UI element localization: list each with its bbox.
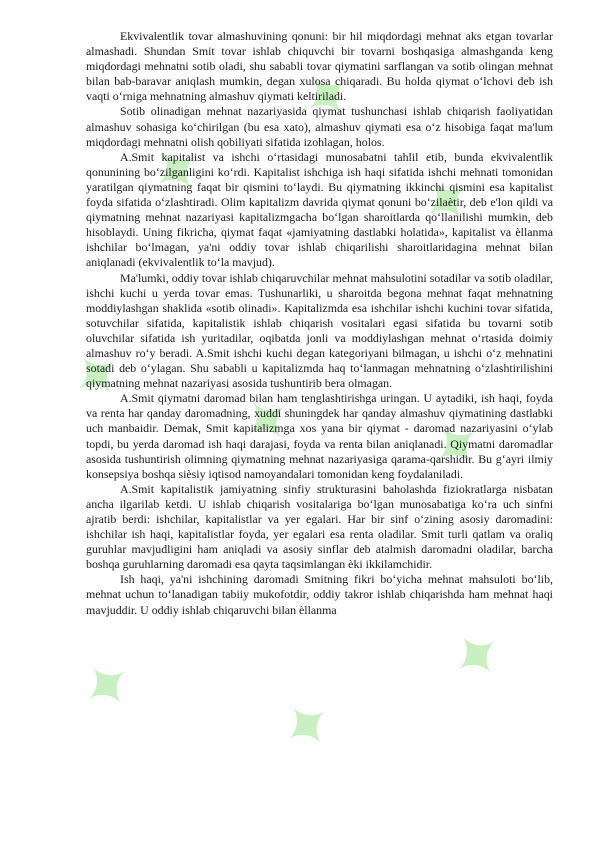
watermark-mark: ✦ (64, 641, 153, 733)
paragraph: Ekvivalentlik tovar almashuvining qonuni: bir hil miqdordagi mehnat aks etgan tovarlar almashadi. Shundan Smit tovar ishlab chiquvchi bir tovarni boshqasiga almashganda keng miqdordagi mehnatni sotib oladi, shu sababli tovar qiymatini sarflangan va sotib olingan mehnat bilan bab-baravar aniqlash mumkin, degan xulosa chiqaradi. Bu holda qiymat o‘lchovi deb ish vaqti o‘rniga mehnatning almashuv qiymati keltiriladi. (86, 29, 553, 104)
paragraph: A.Smit kapitalist va ishchi o‘rtasidagi munosabatni tahlil etib, bunda ekvivalentlik qonunining bo‘zilganligini ko‘rdi. Kapitalist ishchiga ish haqi sifatida ishchi mehnati tomonidan yaratilgan qiymatning faqat bir qismini to‘laydi. Bu qiymatning ikkinchi qismini esa kapitalist foyda sifatida o‘zlashtiradi. Olim kapitalizm davrida qiymat qonuni bo‘zilaètir, deb e'lon qildi va qiymatning mehnat nazariyasi kapitalizmgacha bo‘lgan sharoitlarda qo‘llanilishi mumkin, deb hisoblaydi. Uning fikricha, qiymat faqat «jamiyatning dastlabki holatida», kapitalist va èllanma ishchilar bo‘lmagan, ya'ni oddiy tovar ishlab chiqarilishi sharoitlaridagina mehnat bilan aniqlanadi (ekvivalentlik to‘la mavjud). (86, 149, 553, 270)
watermark-mark: ✦ (54, 331, 143, 423)
paragraph: A.Smit qiymatni daromad bilan ham tenglashtirishga uringan. U aytadiki, ish haqi, foyda va renta har qanday daromadning, xuddi shuningdek har qanday almashuv qiymatining dastlabki uch manbaidir. Demak, Smit kapitalizmga xos yana bir qiymat - daromad nazariyasini o‘ylab topdi, bu yerda daromad ish haqi darajasi, foyda va renta bilan aniqlanadi. Qiymatni daromadlar asosida tushuntirish olimning qiymatning mehnat nazariyasiga qarama-qarshidir. Bu g‘ayri ilmiy konsepsiya boshqa sièsiy iqtisod namoyandalari tomonidan keng foydalaniladi. (86, 391, 553, 481)
watermark-mark: ✦ (414, 401, 503, 493)
watermark-mark: ✦ (404, 156, 493, 248)
watermark-mark: ✦ (284, 51, 373, 143)
paragraph: Ish haqi, ya'ni ishchining daromadi Smitning fikri bo‘yicha mehnat mahsuloti bo‘lib, mehnat uchun to‘lanadigan tabiiy mukofotdir, oddiy takror ishlab chiqarishda ham mehnat haqi mavjuddir. U oddiy ishlab chiqaruvchi bilan èllanma (86, 572, 553, 617)
paragraph: A.Smit kapitalistik jamiyatning sinfiy strukturasini baholashda fiziokratlarga nisbatan ancha ilgarilab ketdi. U ishlab chiqarish vositalariga bo‘lgan munosabatiga ko‘ra uch sinfni ajratib berdi: ishchilar, kapitalistlar va yer egalari. Har bir sinf o‘zining asosiy daromadini: ishchilar ish haqi, kapitalistlar foyda, yer egalari esa renta oladilar. Smit turli qatlam va oraliq guruhlar mavjudligini ham aniqladi va asosiy sinflar deb atalmish daromadni oladilar, barcha boshqa guruhlarning daromadi esa qayta taqsimlangan èki ikkilamchidir. (86, 481, 553, 572)
watermark-mark: ✦ (224, 376, 313, 468)
paragraph: Ma'lumki, oddiy tovar ishlab chiqaruvchilar mehnat mahsulotini sotadilar va sotib oladilar, ishchi kuchi u yerda tovar emas. Tushunarliki, u sharoitda begona mehnat faqat mehnatning moddiylashgan shaklida «sotib olinadi». Kapitalizmda esa ishchilar ishchi kuchini tovar sifatida, sotuvchilar sifatida, kapitalistik ishlab chiqarish vositalari egasi sifatida bu tovarni sotib oluvchilar sifatida ish yuritadilar, oqibatda jonli va moddiylashgan mehnat o‘rtasida doimiy almashuv ro‘y beradi. A.Smit ishchi kuchi degan kategoriyani bilmagan, u ishchi o‘z mehnatini sotadi deb o‘ylagan. Shu sababli u kapitalizmda haq to‘lanmagan mehnatning o‘zlashtirilishini qiymatning mehnat nazariyasi asosida tushuntirib bera olmagan. (86, 270, 553, 391)
paragraph: Sotib olinadigan mehnat nazariyasida qiymat tushunchasi ishlab chiqarish faoliyatidan almashuv sohasiga ko‘chirilgan (bu esa xato), almashuv qiymati esa o‘z hisobiga faqat ma'lum miqdordagi mehnatni olish qobiliyati sifatida izohlagan, holos. (86, 104, 553, 149)
watermark-mark: ✦ (264, 681, 353, 773)
document-body (86, 29, 553, 618)
watermark-mark: ✦ (434, 611, 523, 703)
watermark-mark: ✦ (134, 126, 223, 218)
